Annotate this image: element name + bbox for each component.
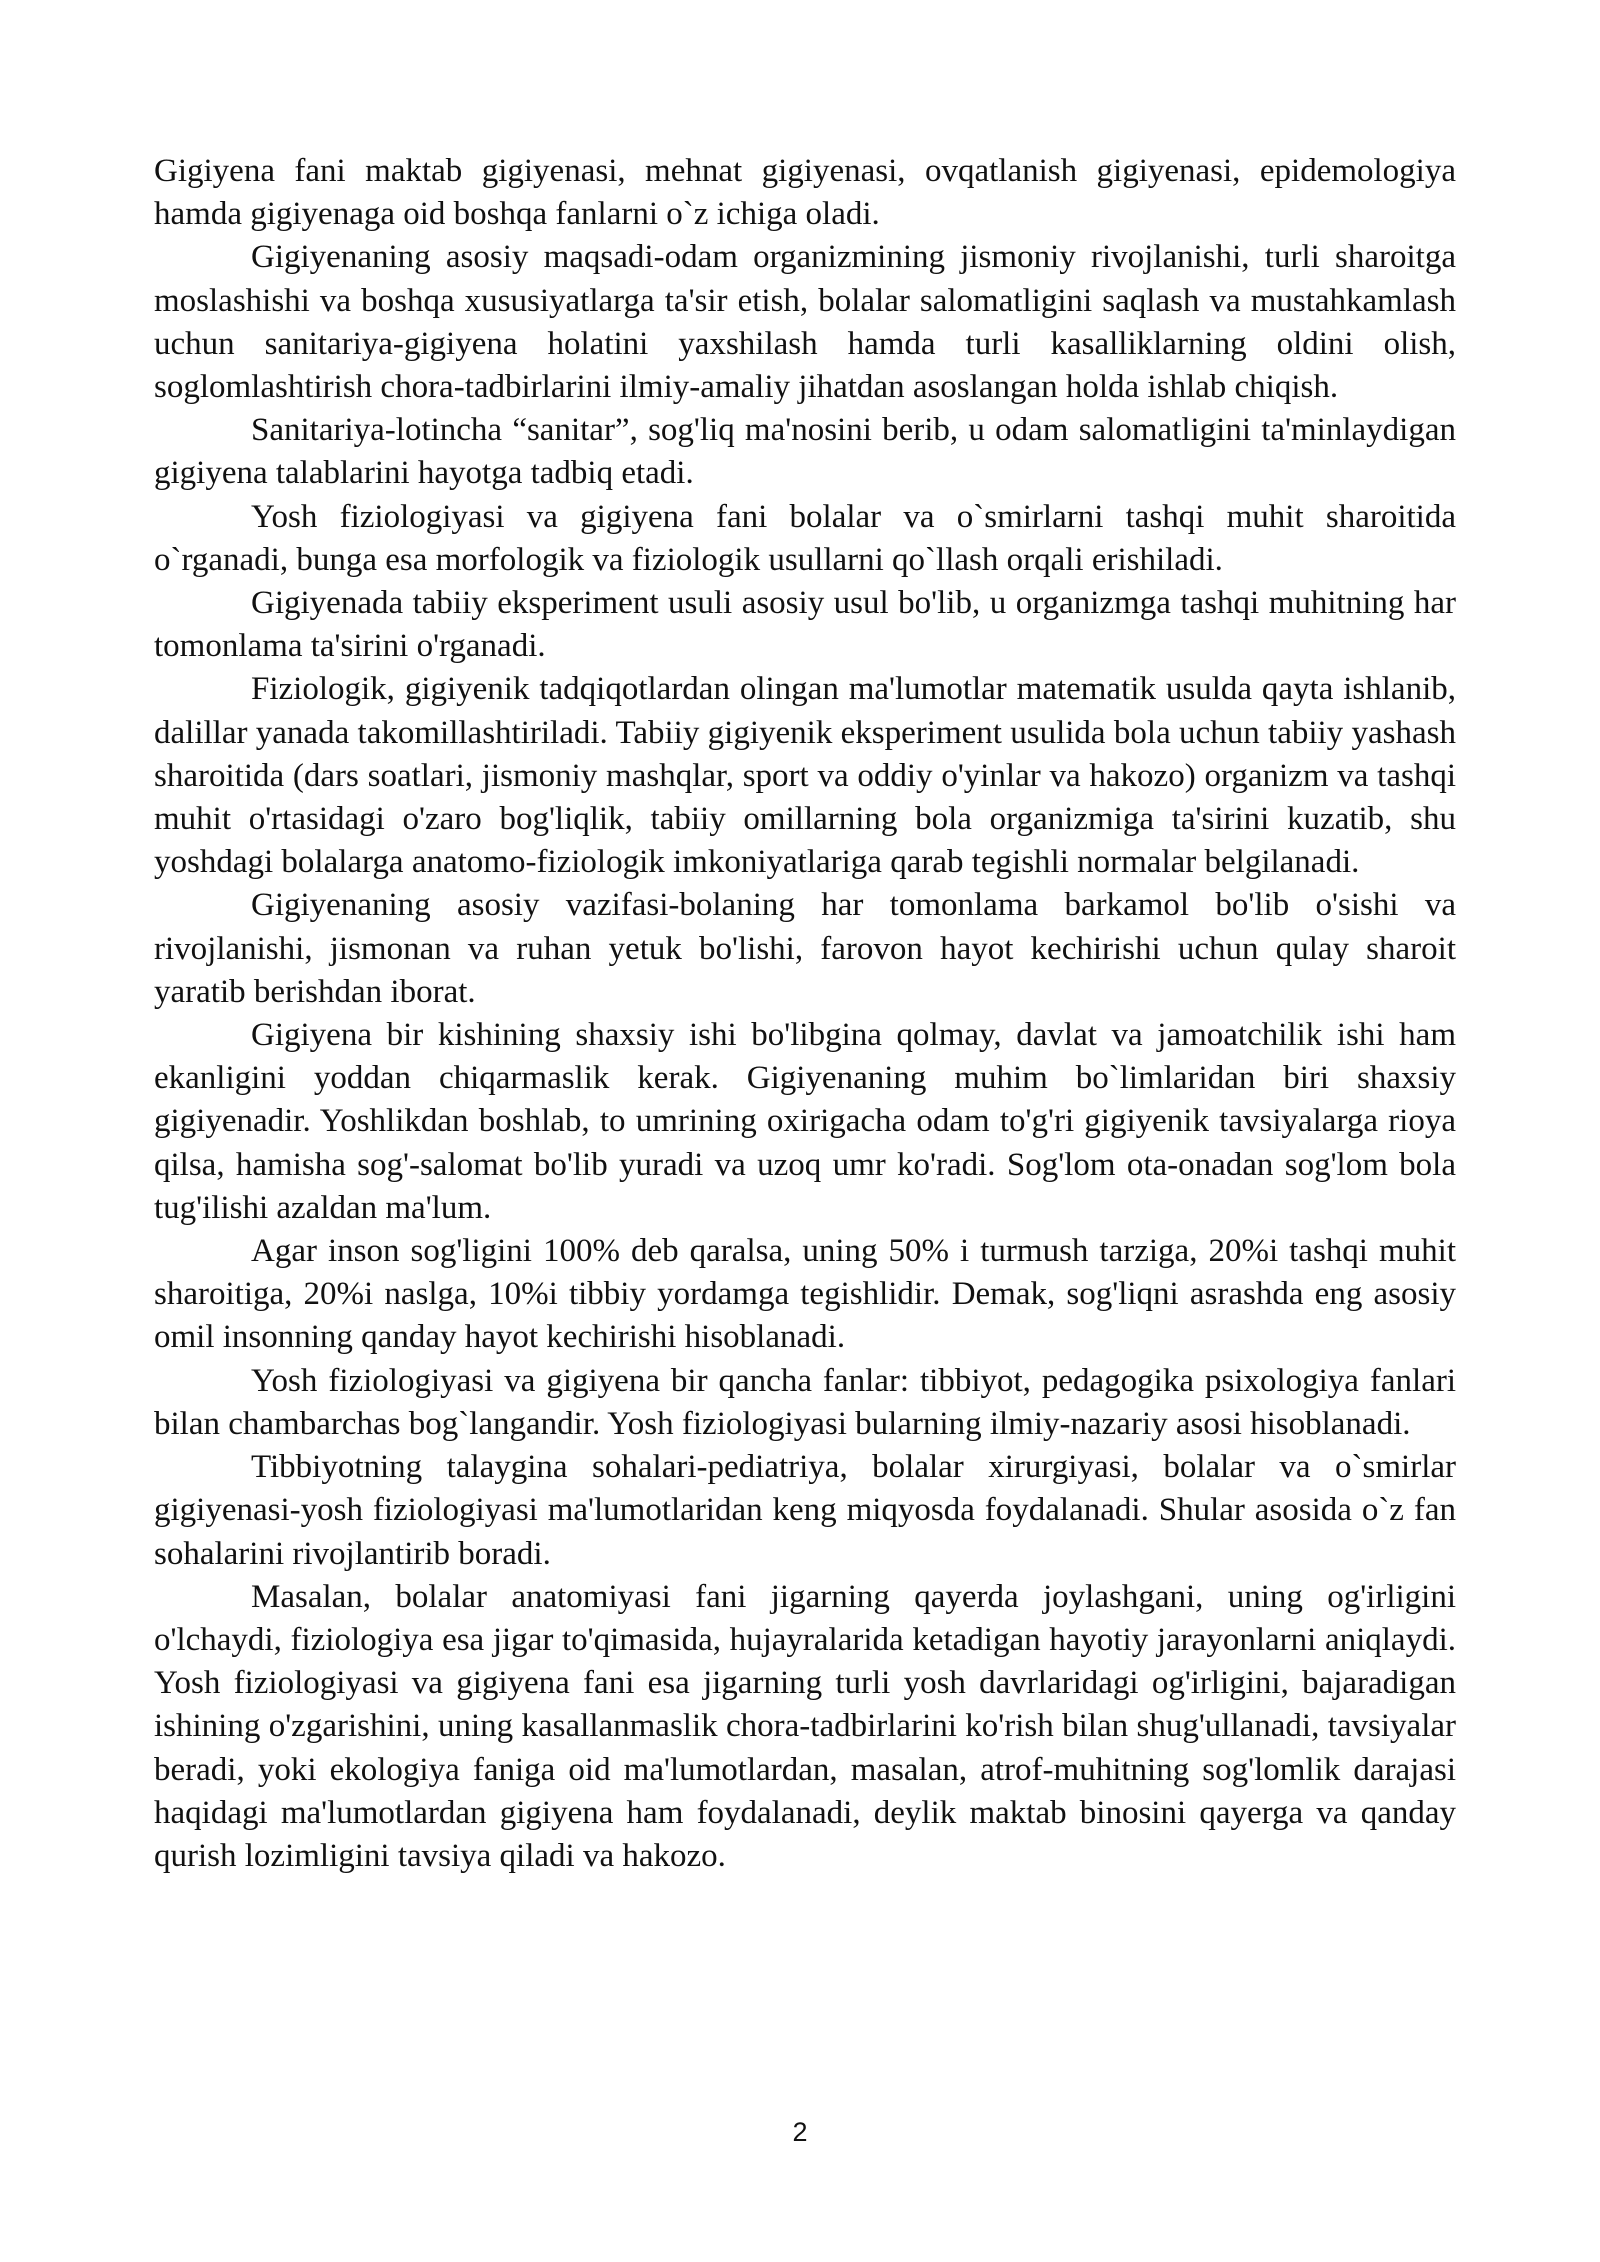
paragraph-7: Gigiyenaning asosiy vazifasi-bolaning har tomonlama barkamol bo'lib o'sishi va rivojlanishi, jismonan va ruhan yetuk bo'lishi, farovon hayot kechirishi uchun qulay sharoit yaratib berishdan iborat. — [154, 887, 1456, 1010]
paragraph-11: Tibbiyotning talaygina sohalari-pediatriya, bolalar xirurgiyasi, bolalar va o`smirlar gigiyenasi-yosh fiziologiyasi ma'lumotlaridan keng miqyosda foydalanadi. Shular asosida o`z fan sohalarini rivojlantirib boradi. — [154, 1449, 1456, 1572]
paragraph-10: Yosh fiziologiyasi va gigiyena bir qancha fanlar: tibbiyot, pedagogika psixologiya fanlari bilan chambarchas bog`langandir. Yosh fiziologiyasi bularning ilmiy-nazariy asosi hisoblanadi. — [154, 1362, 1456, 1442]
paragraph-1: Gigiyena fani maktab gigiyenasi, mehnat gigiyenasi, ovqatlanish gigiyenasi, epidemologiya hamda gigiyenaga oid boshqa fanlarni o`z ichiga oladi. — [154, 153, 1456, 233]
paragraph-6: Fiziologik, gigiyenik tadqiqotlardan olingan ma'lumotlar matematik usulda qayta ishlanib, dalillar yanada takomillashtiriladi. Tabiiy gigiyenik eksperiment usulida bola uchun tabiiy yashash sharoitida (dars soatlari, jismoniy mashqlar, sport va oddiy o'yinlar va hakozo) organizm va tashqi muhit o'rtasidagi o'zaro bog'liqlik, tabiiy omillarning bola organizmiga ta'sirini kuzatib, shu yoshdagi bolalarga anatomo-fiziologik imkoniyatlariga qarab tegishli normalar belgilanadi. — [154, 671, 1456, 881]
paragraph-12: Masalan, bolalar anatomiyasi fani jigarning qayerda joylashgani, uning og'irligini o'lchaydi, fiziologiya esa jigar to'qimasida, hujayralarida ketadigan hayotiy jarayonlarni aniqlaydi. Yosh fiziologiyasi va gigiyena fani esa jigarning turli yosh davrlaridagi og'irligini, bajaradigan ishining o'zgarishini, uning kasallanmaslik chora-tadbirlarini ko'rish bilan shug'ullanadi, tavsiyalar beradi, yoki ekologiya faniga oid ma'lumotlardan, masalan, atrof-muhitning sog'lomlik darajasi haqidagi ma'lumotlardan gigiyena ham foydalanadi, deylik maktab binosini qayerga va qanday qurish lozimligini tavsiya qiladi va hakozo. — [154, 1578, 1456, 1874]
paragraph-4: Yosh fiziologiyasi va gigiyena fani bolalar va o`smirlarni tashqi muhit sharoitida o`rganadi, bunga esa morfologik va fiziologik usullarni qo`llash orqali erishiladi. — [154, 498, 1456, 578]
page-number: 2 — [792, 2117, 808, 2147]
paragraph-2: Gigiyenaning asosiy maqsadi-odam organizmining jismoniy rivojlanishi, turli sharoitga moslashishi va boshqa xususiyatlarga ta'sir etish, bolalar salomatligini saqlash va mustahkamlash uchun sanitariya-gigiyena holatini yaxshilash hamda turli kasalliklarning oldini olish, soglomlashtirish chora-tadbirlarini ilmiy-amaliy jihatdan asoslangan holda ishlab chiqish. — [154, 239, 1456, 406]
document-page — [154, 150, 1456, 1878]
paragraph-8: Gigiyena bir kishining shaxsiy ishi bo'libgina qolmay, davlat va jamoatchilik ishi ham ekanligini yoddan chiqarmaslik kerak. Gigiyenaning muhim bo`limlaridan biri shaxsiy gigiyenadir. Yoshlikdan boshlab, to umrining oxirigacha odam to'g'ri gigiyenik tavsiyalarga rioya qilsa, hamisha sog'-salomat bo'lib yuradi va uzoq umr ko'radi. Sog'lom ota-onadan sog'lom bola tug'ilishi azaldan ma'lum. — [154, 1017, 1456, 1226]
paragraph-5: Gigiyenada tabiiy eksperiment usuli asosiy usul bo'lib, u organizmga tashqi muhitning har tomonlama ta'sirini o'rganadi. — [154, 585, 1456, 665]
paragraph-9: Agar inson sog'ligini 100% deb qaralsa, uning 50% i turmush tarziga, 20%i tashqi muhit sharoitiga, 20%i naslga, 10%i tibbiy yordamga tegishlidir. Demak, sog'liqni asrashda eng asosiy omil insonning qanday hayot kechirishi hisoblanadi. — [154, 1233, 1456, 1356]
paragraph-3: Sanitariya-lotincha “sanitar”, sog'liq ma'nosini berib, u odam salomatligini ta'minlaydigan gigiyena talablarini hayotga tadbiq etadi. — [154, 412, 1456, 492]
